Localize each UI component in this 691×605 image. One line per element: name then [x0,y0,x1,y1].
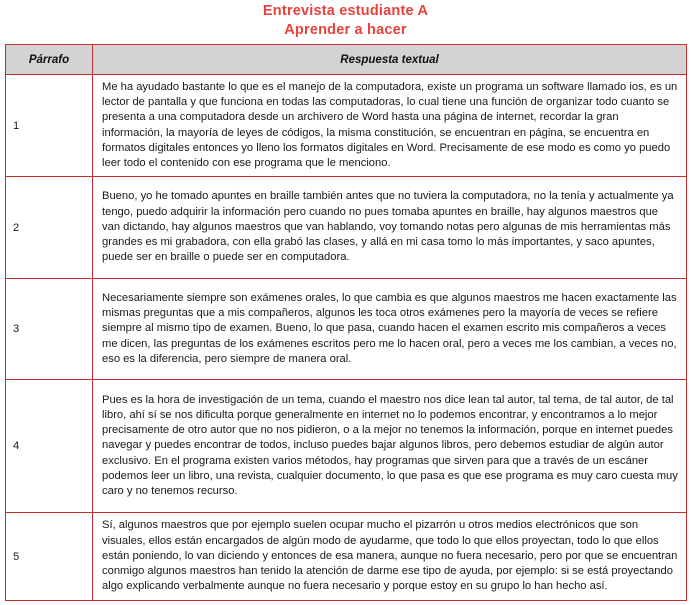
interview-table [5,44,687,601]
response-text: Pues es la hora de investigación de un tema, cuando el maestro nos dice lean tal autor, tal tema, de tal autor, de tal libro, ahí sí se nos dificulta porque generalmente en internet no lo podemos encontrar, y encontramos a lo mejor precisamente de otro autor que no nos pidieron, o a la mejor no tenemos la información, porque en internet puedes navegar y puedes encontrar de todos, incluso puedes bajar algunos libros, pero debemos estudiar de algún autor exclusivo. En el programa existen varios métodos, hay programas que sirven para que a través de un escáner podemos leer un libro, una revista, cualquier documento, lo que pasa es que ese programa es muy caro cuesta muy caro y no tenemos recurso. [93,380,687,513]
response-text: Sí, algunos maestros que por ejemplo suelen ocupar mucho el pizarrón u otros medios electrónicos que son visuales, ellos están encargados de algún modo de ayudarme, que todo lo que ellos proyectan, todo lo que ellos están poniendo, lo van diciendo y entonces de esa manera, aunque no fuera necesario, pero por que se encuentran conmigo algunos maestros han tenido la atención de darme ese tipo de ayuda, por ejemplo: si se está proyectando algo explicando verbalmente aunque no fuera necesario y porque estoy en su grupo lo han hecho así. [93,513,687,601]
table-row [6,380,687,513]
response-text: Necesariamente siempre son exámenes orales, lo que cambia es que algunos maestros me hacen exactamente las mismas preguntas que a mis compañeros, algunos les toca otros exámenes pero la mayoría de veces se refiere siempre al mismo tipo de examen. Bueno, lo que pasa, cuando hacen el examen escrito mis compañeros a veces me dicen, las preguntas de los exámenes escritos pero me lo hacen oral, pero a veces me los cambian, a veces no, eso es la diferencia, pero siempre de manera oral. [93,279,687,380]
response-text: Bueno, yo he tomado apuntes en braille también antes que no tuviera la computadora, no la tenía y actualmente ya tengo, puedo adquirir la información pero cuando no pues tomaba apuntes en braille, hay algunos maestros que van dictando, hay algunos maestros que van hablando, voy tomando notas pero algunas de mis herramientas más grandes es mi grabadora, con ella grabó las clases, y allá en mi casa tomo lo más importantes, y saco apuntes, puede ser en braille o puede ser en computadora. [93,177,687,279]
table-row [6,513,687,601]
response-text: Me ha ayudado bastante lo que es el manejo de la computadora, existe un programa un software llamado ios, es un lector de pantalla y que funciona en todas las computadoras, lo cual tiene una función de organizar todo cuanto se presenta a una computadora desde un archivero de Word hasta una página de internet, recordar la gran información, la mayoría de leyes de códigos, la misma constitución, se encuentran en página, se encuentra en formatos digitales entonces yo lleno los formatos digitales en Word. Precisamente de ese modo es como yo puedo leer todo el contenido con ese programa que le menciono. [93,75,687,177]
paragraph-number: 2 [6,177,93,279]
table-header-row [6,45,687,75]
column-header-paragraph: Párrafo [6,45,93,75]
paragraph-number: 3 [6,279,93,380]
column-header-response: Respuesta textual [93,45,687,75]
paragraph-number: 1 [6,75,93,177]
paragraph-number: 4 [6,380,93,513]
table-row [6,75,687,177]
table-row [6,177,687,279]
table-row [6,279,687,380]
document-title: Entrevista estudiante A [262,3,429,19]
document-subtitle: Aprender a hacer [284,22,407,38]
paragraph-number: 5 [6,513,93,601]
